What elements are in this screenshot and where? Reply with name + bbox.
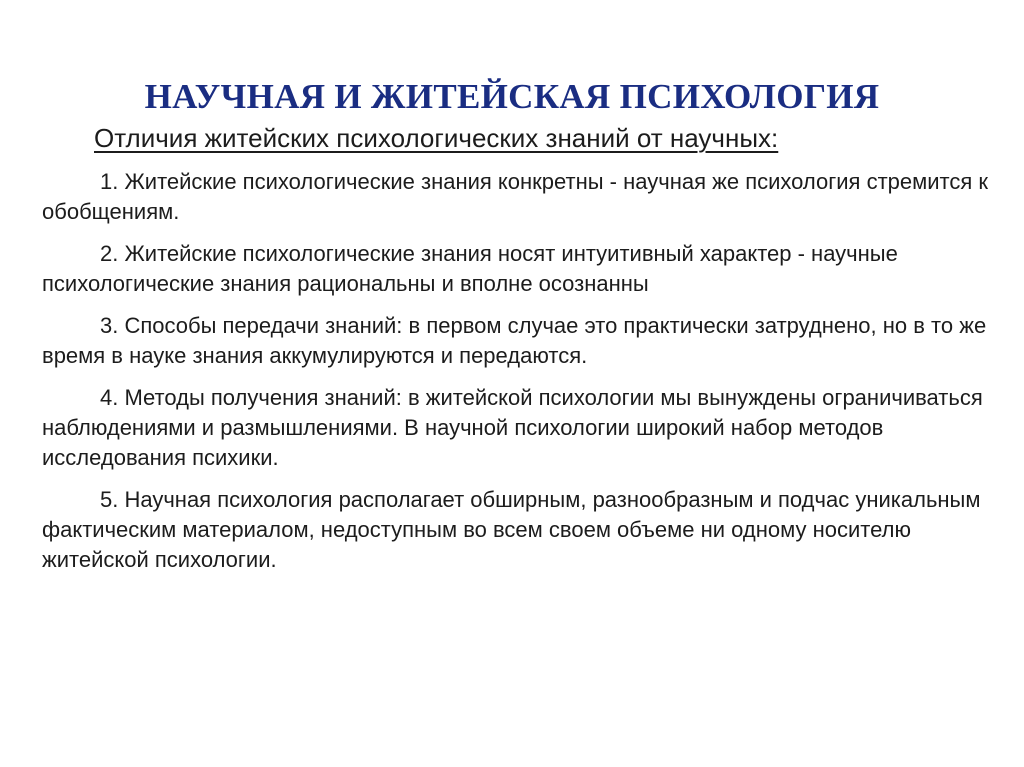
list-item: 1. Житейские психологические знания конкретны - научная же психология стремится к обобщениям.	[42, 169, 989, 224]
slide-title: НАУЧНАЯ И ЖИТЕЙСКАЯ ПСИХОЛОГИЯ	[144, 77, 880, 117]
lead-text: Отличия житейских психологических знаний от научных:	[94, 123, 779, 153]
differences-list	[42, 167, 992, 575]
list-item: 4. Методы получения знаний: в житейской психологии мы вынуждены ограничиваться наблюдениями и размышлениями. В научной психологии широкий набор методов исследования психики.	[42, 385, 983, 470]
list-item: 3. Способы передачи знаний: в первом случае это практически затруднено, но в то же время в науке знания аккумулируются и передаются.	[42, 313, 987, 368]
list-item: 2. Житейские психологические знания носят интуитивный характер - научные психологические знания рациональны и вполне осознанны	[42, 241, 898, 296]
list-item: 5. Научная психология располагает обширным, разнообразным и подчас уникальным фактическим материалом, недоступным во всем своем объеме ни одному носителю житейской психологии.	[42, 487, 981, 572]
slide-content	[42, 120, 992, 575]
